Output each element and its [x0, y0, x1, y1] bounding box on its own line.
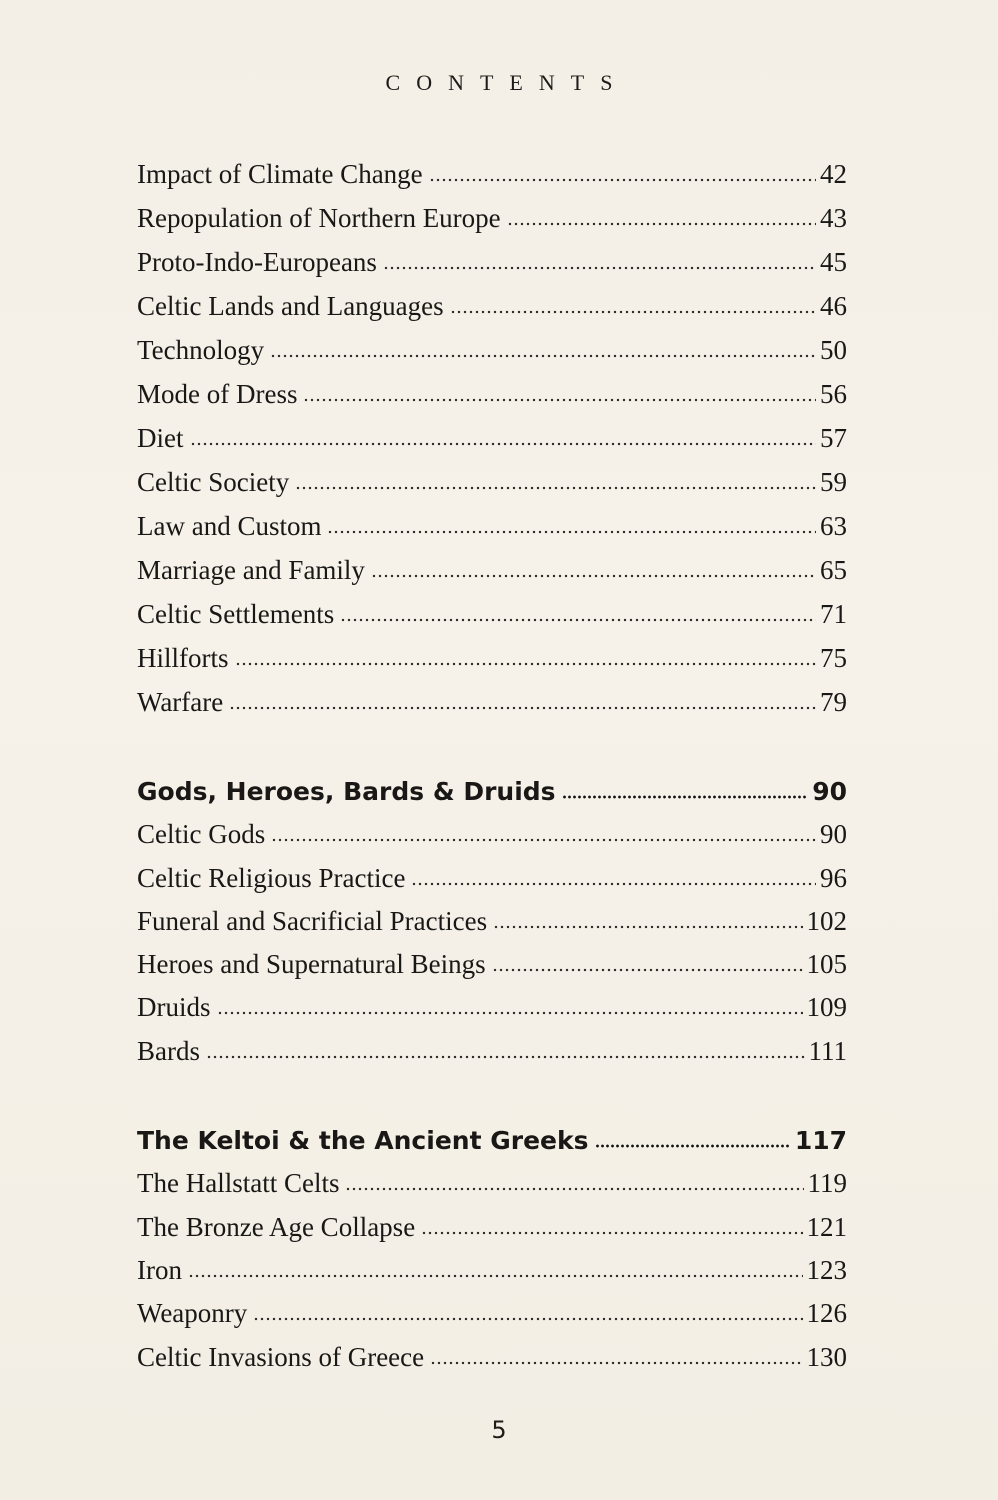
toc-section-2 [137, 770, 847, 1073]
toc-entry-title: Celtic Invasions of Greece [137, 1341, 425, 1372]
toc-entry [137, 548, 847, 592]
toc-entry [137, 196, 847, 240]
dot-leader [421, 1231, 802, 1235]
toc-entry-page: 42 [820, 159, 847, 189]
toc-entry-page: 105 [806, 949, 847, 980]
dot-leader [430, 1361, 802, 1365]
toc-entry [137, 284, 847, 328]
toc-entry [137, 1292, 847, 1335]
section-spacer [137, 1073, 847, 1119]
toc-entry [137, 943, 847, 986]
running-head: CONTENTS [385, 70, 629, 95]
toc-entry-title: Diet [137, 423, 184, 453]
dot-leader [190, 442, 817, 446]
toc-entry [137, 416, 847, 460]
dot-leader [492, 968, 803, 972]
dot-leader [188, 1274, 803, 1278]
dot-leader [411, 882, 816, 886]
toc-entry [137, 900, 847, 943]
toc-entry-title: Celtic Gods [137, 819, 266, 850]
toc-entry [137, 460, 847, 504]
toc-entry-title: Weaponry [137, 1298, 248, 1329]
dot-leader [253, 1317, 802, 1321]
toc-entry-page: 59 [820, 467, 847, 497]
toc-entry-page: 96 [820, 862, 847, 893]
toc-entry-page: 57 [820, 423, 847, 453]
toc-entry-page: 109 [806, 992, 847, 1023]
toc-entry-title: Marriage and Family [137, 555, 365, 585]
dot-leader [450, 310, 816, 314]
toc-entry [137, 813, 847, 856]
dot-leader [493, 925, 802, 929]
toc-entry-page: 56 [820, 379, 847, 409]
toc-entry-title: Hillforts [137, 643, 229, 673]
dot-leader [271, 838, 816, 842]
toc-entry-title: Celtic Religious Practice [137, 862, 406, 893]
toc-entry-page: 126 [806, 1298, 847, 1329]
toc-entry [137, 328, 847, 372]
toc-section-1 [137, 152, 847, 724]
toc-entry-title: Warfare [137, 687, 224, 717]
dot-leader [303, 398, 816, 402]
toc-entry-title: The Bronze Age Collapse [137, 1211, 416, 1242]
toc-entry-page: 90 [820, 819, 847, 850]
dot-leader [327, 530, 816, 534]
toc-entry-page: 111 [808, 1035, 847, 1066]
toc-heading-title: Gods, Heroes, Bards & Druids [137, 777, 556, 806]
toc-entry-title: Celtic Society [137, 467, 290, 497]
dot-leader [562, 795, 809, 799]
toc-entry-page: 121 [806, 1211, 847, 1242]
toc-entry-page: 46 [820, 291, 847, 321]
toc-entry [137, 1249, 847, 1292]
toc-entry-page: 50 [820, 335, 847, 365]
toc-entry-page: 102 [806, 905, 847, 936]
toc-entry-page: 123 [806, 1254, 847, 1285]
toc-entry-title: Druids [137, 992, 211, 1023]
toc-entry-title: The Hallstatt Celts [137, 1168, 340, 1199]
toc-heading-title: The Keltoi & the Ancient Greeks [137, 1126, 589, 1156]
dot-leader [371, 574, 816, 578]
page-number: 5 [491, 1416, 507, 1444]
toc-entry-page: 65 [820, 555, 847, 585]
toc-entry-page: 45 [820, 247, 847, 277]
toc-entry [137, 857, 847, 900]
toc-entry [137, 152, 847, 196]
section-spacer [137, 724, 847, 770]
toc-entry-title: Mode of Dress [137, 379, 298, 409]
toc-entry-page: 63 [820, 511, 847, 541]
toc-entry-title: Bards [137, 1035, 200, 1066]
toc-entry-page: 43 [820, 203, 847, 233]
dot-leader [507, 222, 816, 226]
toc-entry [137, 372, 847, 416]
toc-entry-title: Heroes and Supernatural Beings [137, 949, 486, 980]
toc-entry-title: Celtic Settlements [137, 599, 335, 629]
toc-entry [137, 636, 847, 680]
toc-entry-title: Technology [137, 335, 265, 365]
toc-entry [137, 1162, 847, 1205]
toc-section-heading [137, 770, 847, 813]
toc-entry-title: Law and Custom [137, 511, 322, 541]
dot-leader [235, 662, 817, 666]
toc-entry [137, 1030, 847, 1073]
toc-entry-title: Funeral and Sacrificial Practices [137, 905, 488, 936]
dot-leader [295, 486, 816, 490]
dot-leader [383, 266, 816, 270]
toc-entry [137, 240, 847, 284]
toc-entry-page: 79 [820, 687, 847, 717]
toc-entry-page: 75 [820, 643, 847, 673]
toc-entry-title: Celtic Lands and Languages [137, 291, 444, 321]
toc-entry-page: 71 [820, 599, 847, 629]
toc-entry-title: Impact of Climate Change [137, 159, 423, 189]
toc-section-heading [137, 1119, 847, 1162]
toc-heading-page: 90 [812, 777, 847, 806]
toc-entry-page: 130 [806, 1341, 847, 1372]
dot-leader [270, 354, 816, 358]
dot-leader [206, 1055, 805, 1059]
dot-leader [229, 706, 816, 710]
dot-leader [340, 618, 816, 622]
dot-leader [595, 1144, 791, 1148]
toc-section-3 [137, 1119, 847, 1379]
toc-entry-title: Iron [137, 1254, 182, 1285]
toc-entry-title: Proto-Indo-Europeans [137, 247, 377, 277]
toc-entry-title: Repopulation of Northern Europe [137, 203, 501, 233]
toc-entry [137, 1206, 847, 1249]
toc-entry [137, 680, 847, 724]
toc-entry [137, 986, 847, 1029]
dot-leader [217, 1011, 803, 1015]
toc-entry [137, 592, 847, 636]
dot-leader [429, 178, 816, 182]
dot-leader [345, 1187, 803, 1191]
toc-entry [137, 504, 847, 548]
toc-entry-page: 119 [807, 1168, 847, 1199]
toc-entry [137, 1336, 847, 1379]
toc-heading-page: 117 [794, 1126, 847, 1156]
table-of-contents [137, 152, 847, 1379]
